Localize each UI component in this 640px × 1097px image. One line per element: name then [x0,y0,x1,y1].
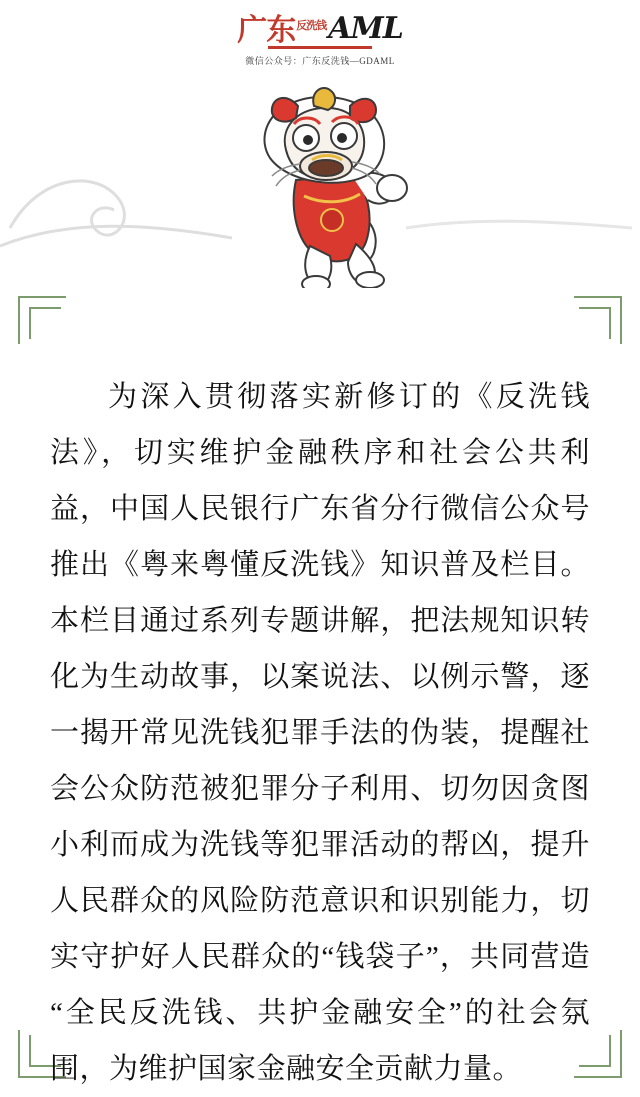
logo-chinese-text: 广东$^{反洗钱}$ [237,14,327,47]
hero-illustration [0,78,640,288]
logo-subtitle: 微信公众号：广东反洗钱—GDAML [245,56,395,66]
logo-english-text: AML [328,11,403,46]
logo-small-mark: 反洗钱 [296,20,327,32]
page-header [0,11,640,67]
article-body: 为深入贯彻落实新修订的《反洗钱法》，切实维护金融秩序和社会公共利益，中国人民银行广东省分行微信公众号推出《粤来粤懂反洗钱》知识普及栏目。本栏目通过系列专题讲解，把法规知识转化为生动故事，以案说法、以例示警，逐一揭开常见洗钱犯罪手法的伪装，提醒社会公众防范被犯罪分子利用、切勿因贪图小利而成为洗钱等犯罪活动的帮凶，提升人民群众的风险防范意识和识别能力，切实守护好人民群众的“钱袋子”，共同营造“全民反洗钱、共护金融安全”的社会氛围，为维护国家金融安全贡献力量。 [50,381,590,1085]
lion-dance-figure [264,88,407,288]
corner-ornament-top-right [574,296,622,344]
content-card [18,296,622,1085]
brand-logo [237,11,403,47]
corner-ornament-top-left [18,296,66,344]
